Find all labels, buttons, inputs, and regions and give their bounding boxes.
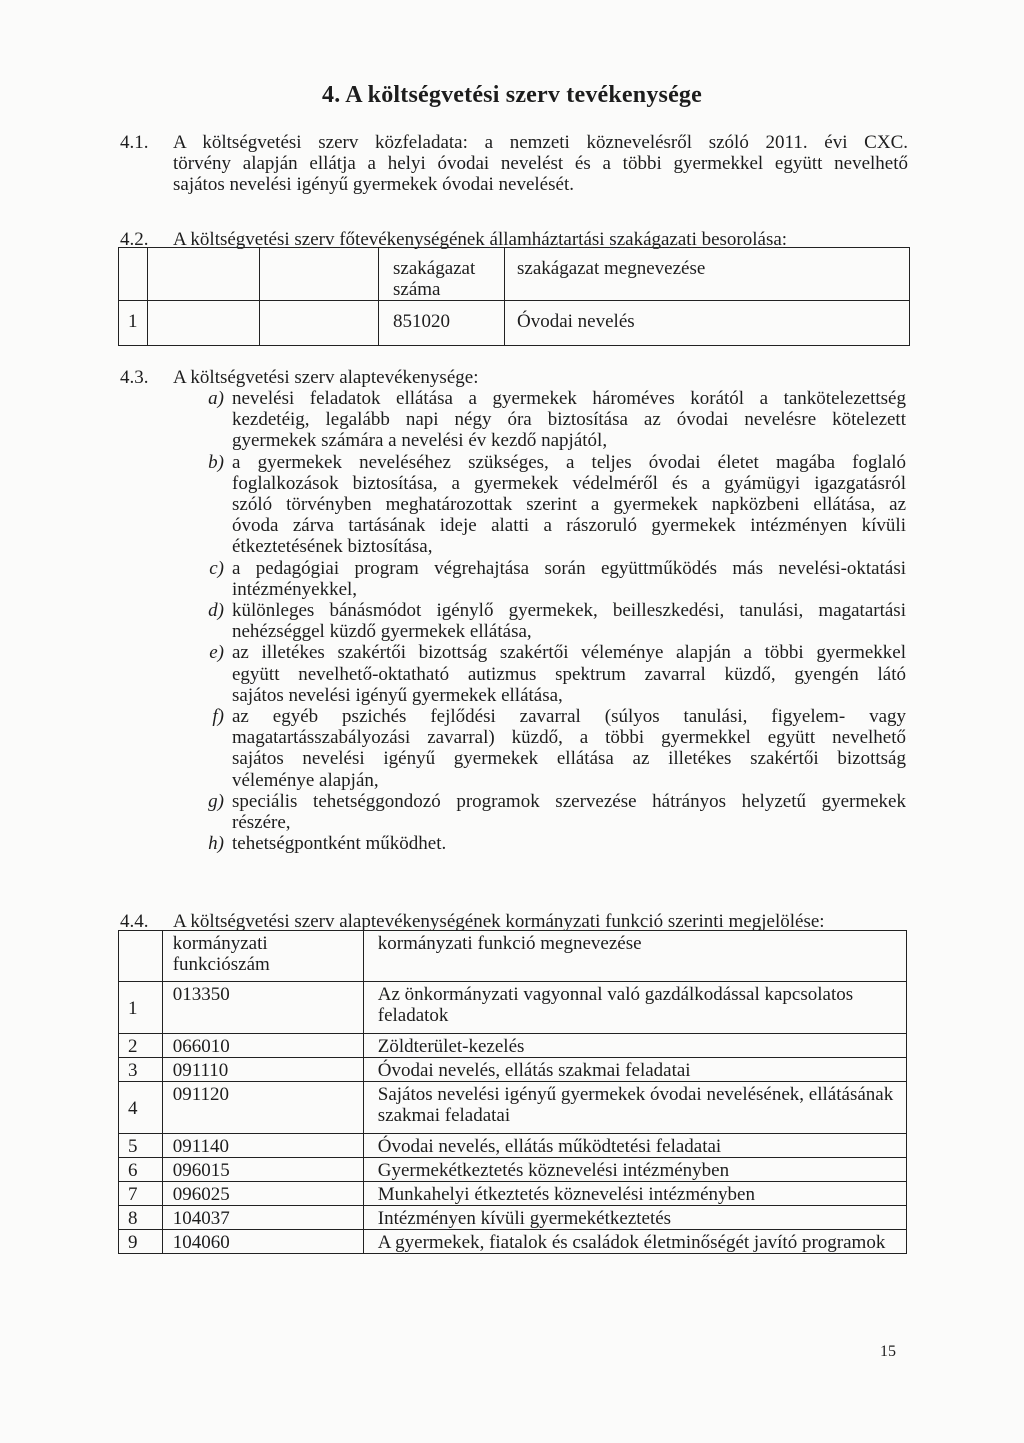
sector-classification-table (118, 247, 910, 346)
row-index: 4 (119, 1082, 163, 1134)
row-function-name: A gyermekek, fiatalok és családok életminőségét javító programok (363, 1230, 906, 1254)
header-function-code: kormányzati funkciószám (162, 931, 363, 982)
list-marker: h) (208, 833, 224, 855)
table-row (119, 1182, 907, 1206)
row-index: 8 (119, 1206, 163, 1230)
header-function-name: kormányzati funkció megnevezése (363, 931, 906, 982)
list-item-line: véleménye alapján, (232, 769, 379, 791)
list-item (194, 833, 906, 854)
section-4-2-title: A költségvetési szerv főtevékenységének államháztartási szakágazati besorolása: (173, 229, 788, 250)
section-4-1-line: törvény alapján ellátja a helyi óvodai nevelést és a többi gyermekkel együtt nevelhető (173, 153, 908, 174)
row-index: 2 (119, 1034, 163, 1058)
section-heading: 4. A költségvetési szerv tevékenysége (322, 82, 702, 108)
list-item-line: részére, (232, 812, 291, 834)
row-function-code: 096025 (162, 1182, 363, 1206)
list-item (194, 791, 906, 833)
row-index: 9 (119, 1230, 163, 1254)
table-row (119, 1206, 907, 1230)
list-item-line: tehetségpontként működhet. (232, 833, 447, 855)
list-item (194, 388, 906, 452)
section-4-4-title: A költségvetési szerv alaptevékenységének kormányzati funkció szerinti megjelölése: (173, 911, 825, 932)
table-row (119, 1082, 907, 1134)
list-marker: a) (208, 388, 224, 409)
list-item-line: együtt nevelhető-oktatható autizmus spektrum zavarral küzdő, gyengén látó (232, 663, 906, 685)
row-sector-name: Óvodai nevelés (505, 301, 910, 346)
table-row (119, 1230, 907, 1254)
row-function-name: Munkahelyi étkeztetés köznevelési intézményben (363, 1182, 906, 1206)
page-number: 15 (880, 1343, 896, 1360)
table-row (119, 301, 910, 346)
header-sector-code: szakágazat száma (379, 248, 505, 301)
row-function-code: 104037 (162, 1206, 363, 1230)
list-marker: b) (208, 451, 224, 473)
list-item-line: foglalkozások biztosítása, a gyermekek védelméről és a gyámügyi igazgatásról (232, 472, 906, 494)
row-function-code: 091110 (162, 1058, 363, 1082)
list-item-line: intézményekkel, (232, 578, 358, 600)
row-function-name: Sajátos nevelési igényű gyermekek óvodai nevelésének, ellátásának szakmai feladatai (363, 1082, 906, 1134)
section-4-1-line: sajátos nevelési igényű gyermekek óvodai nevelését. (173, 174, 574, 195)
table-cell (148, 301, 260, 346)
row-index: 1 (119, 301, 148, 346)
row-function-code: 091120 (162, 1082, 363, 1134)
row-index: 5 (119, 1134, 163, 1158)
list-item-line: az egyéb pszichés fejlődési zavarral (súlyos tanulási, figyelem- vagy (232, 706, 906, 728)
row-index: 7 (119, 1182, 163, 1206)
row-function-name: Gyermekétkeztetés köznevelési intézményben (363, 1158, 906, 1182)
section-4-1-text (173, 132, 908, 195)
table-cell (260, 301, 379, 346)
table-cell (119, 931, 163, 982)
table-header-row (119, 931, 907, 982)
list-marker: f) (212, 706, 224, 728)
list-item-line: magatartásszabályozási zavarral) küzdő, a többi gyermekkel együtt nevelhető (232, 727, 906, 749)
table-cell (260, 248, 379, 301)
header-sector-name: szakágazat megnevezése (505, 248, 910, 301)
list-marker: c) (209, 557, 224, 579)
table-row (119, 982, 907, 1034)
section-4-1-line: A költségvetési szerv közfeladata: a nemzeti köznevelésről szóló 2011. évi CXC. (173, 132, 908, 153)
table-row (119, 1034, 907, 1058)
list-item (194, 558, 906, 600)
government-function-table (118, 930, 907, 1254)
section-4-3-number: 4.3. (120, 367, 149, 388)
list-item (194, 706, 906, 791)
table-row (119, 1158, 907, 1182)
row-function-code: 104060 (162, 1230, 363, 1254)
row-index: 6 (119, 1158, 163, 1182)
row-function-name: Az önkormányzati vagyonnal való gazdálkodással kapcsolatos feladatok (363, 982, 906, 1034)
list-item-line: sajátos nevelési igényű gyermekek ellátása, (232, 684, 563, 706)
table-cell (119, 248, 148, 301)
table-header-row (119, 248, 910, 301)
list-item-line: a gyermekek neveléséhez szükséges, a teljes óvodai életet magába foglaló (232, 451, 906, 473)
section-4-2-number: 4.2. (120, 229, 149, 250)
list-marker: d) (208, 600, 224, 622)
row-function-code: 096015 (162, 1158, 363, 1182)
row-index: 3 (119, 1058, 163, 1082)
list-item-line: kezdetéig, legalább napi négy óra biztosítása az óvodai nevelésre kötelezett (232, 409, 906, 431)
list-item-line: speciális tehetséggondozó programok szervezése hátrányos helyzetű gyermekek (232, 790, 906, 812)
list-item-line: nevelési feladatok ellátása a gyermekek hároméves korától a tankötelezettség (232, 388, 906, 409)
table-row (119, 1134, 907, 1158)
row-function-name: Óvodai nevelés, ellátás működtetési feladatai (363, 1134, 906, 1158)
section-4-3-title: A költségvetési szerv alaptevékenysége: (173, 367, 479, 388)
table-row (119, 1058, 907, 1082)
list-item-line: óvoda zárva tartásának ideje alatti a rászoruló gyermekek intézményen kívüli (232, 515, 906, 537)
section-4-4-number: 4.4. (120, 911, 149, 932)
list-marker: g) (208, 790, 224, 812)
row-function-name: Intézményen kívüli gyermekétkeztetés (363, 1206, 906, 1230)
list-item (194, 600, 906, 642)
row-function-name: Óvodai nevelés, ellátás szakmai feladatai (363, 1058, 906, 1082)
list-item-line: sajátos nevelési igényű gyermekek ellátása az illetékes szakértői bizottság (232, 748, 906, 770)
list-item-line: gyermekek számára a nevelési év kezdő napjától, (232, 430, 608, 452)
list-item-line: az illetékes szakértői bizottság szakértői véleménye alapján a többi gyermekkel (232, 642, 906, 664)
list-item-line: nehézséggel küzdő gyermekek ellátása, (232, 621, 532, 643)
list-marker: e) (209, 642, 224, 664)
section-4-1-number: 4.1. (120, 132, 149, 153)
table-cell (148, 248, 260, 301)
row-function-name: Zöldterület-kezelés (363, 1034, 906, 1058)
row-index: 1 (119, 982, 163, 1034)
row-function-code: 013350 (162, 982, 363, 1034)
list-item-line: étkeztetésének biztosítása, (232, 536, 433, 558)
row-function-code: 066010 (162, 1034, 363, 1058)
list-item (194, 642, 906, 706)
row-sector-code: 851020 (379, 301, 505, 346)
list-item (194, 452, 906, 558)
list-item-line: a pedagógiai program végrehajtása során együttműködés más nevelési-oktatási (232, 557, 906, 579)
activity-list (194, 388, 906, 854)
list-item-line: különleges bánásmódot igénylő gyermekek, beilleszkedési, tanulási, magatartási (232, 600, 906, 622)
list-item-line: szóló törvényben meghatározottak szerint a gyermekek napközbeni ellátása, az (232, 494, 906, 516)
row-function-code: 091140 (162, 1134, 363, 1158)
